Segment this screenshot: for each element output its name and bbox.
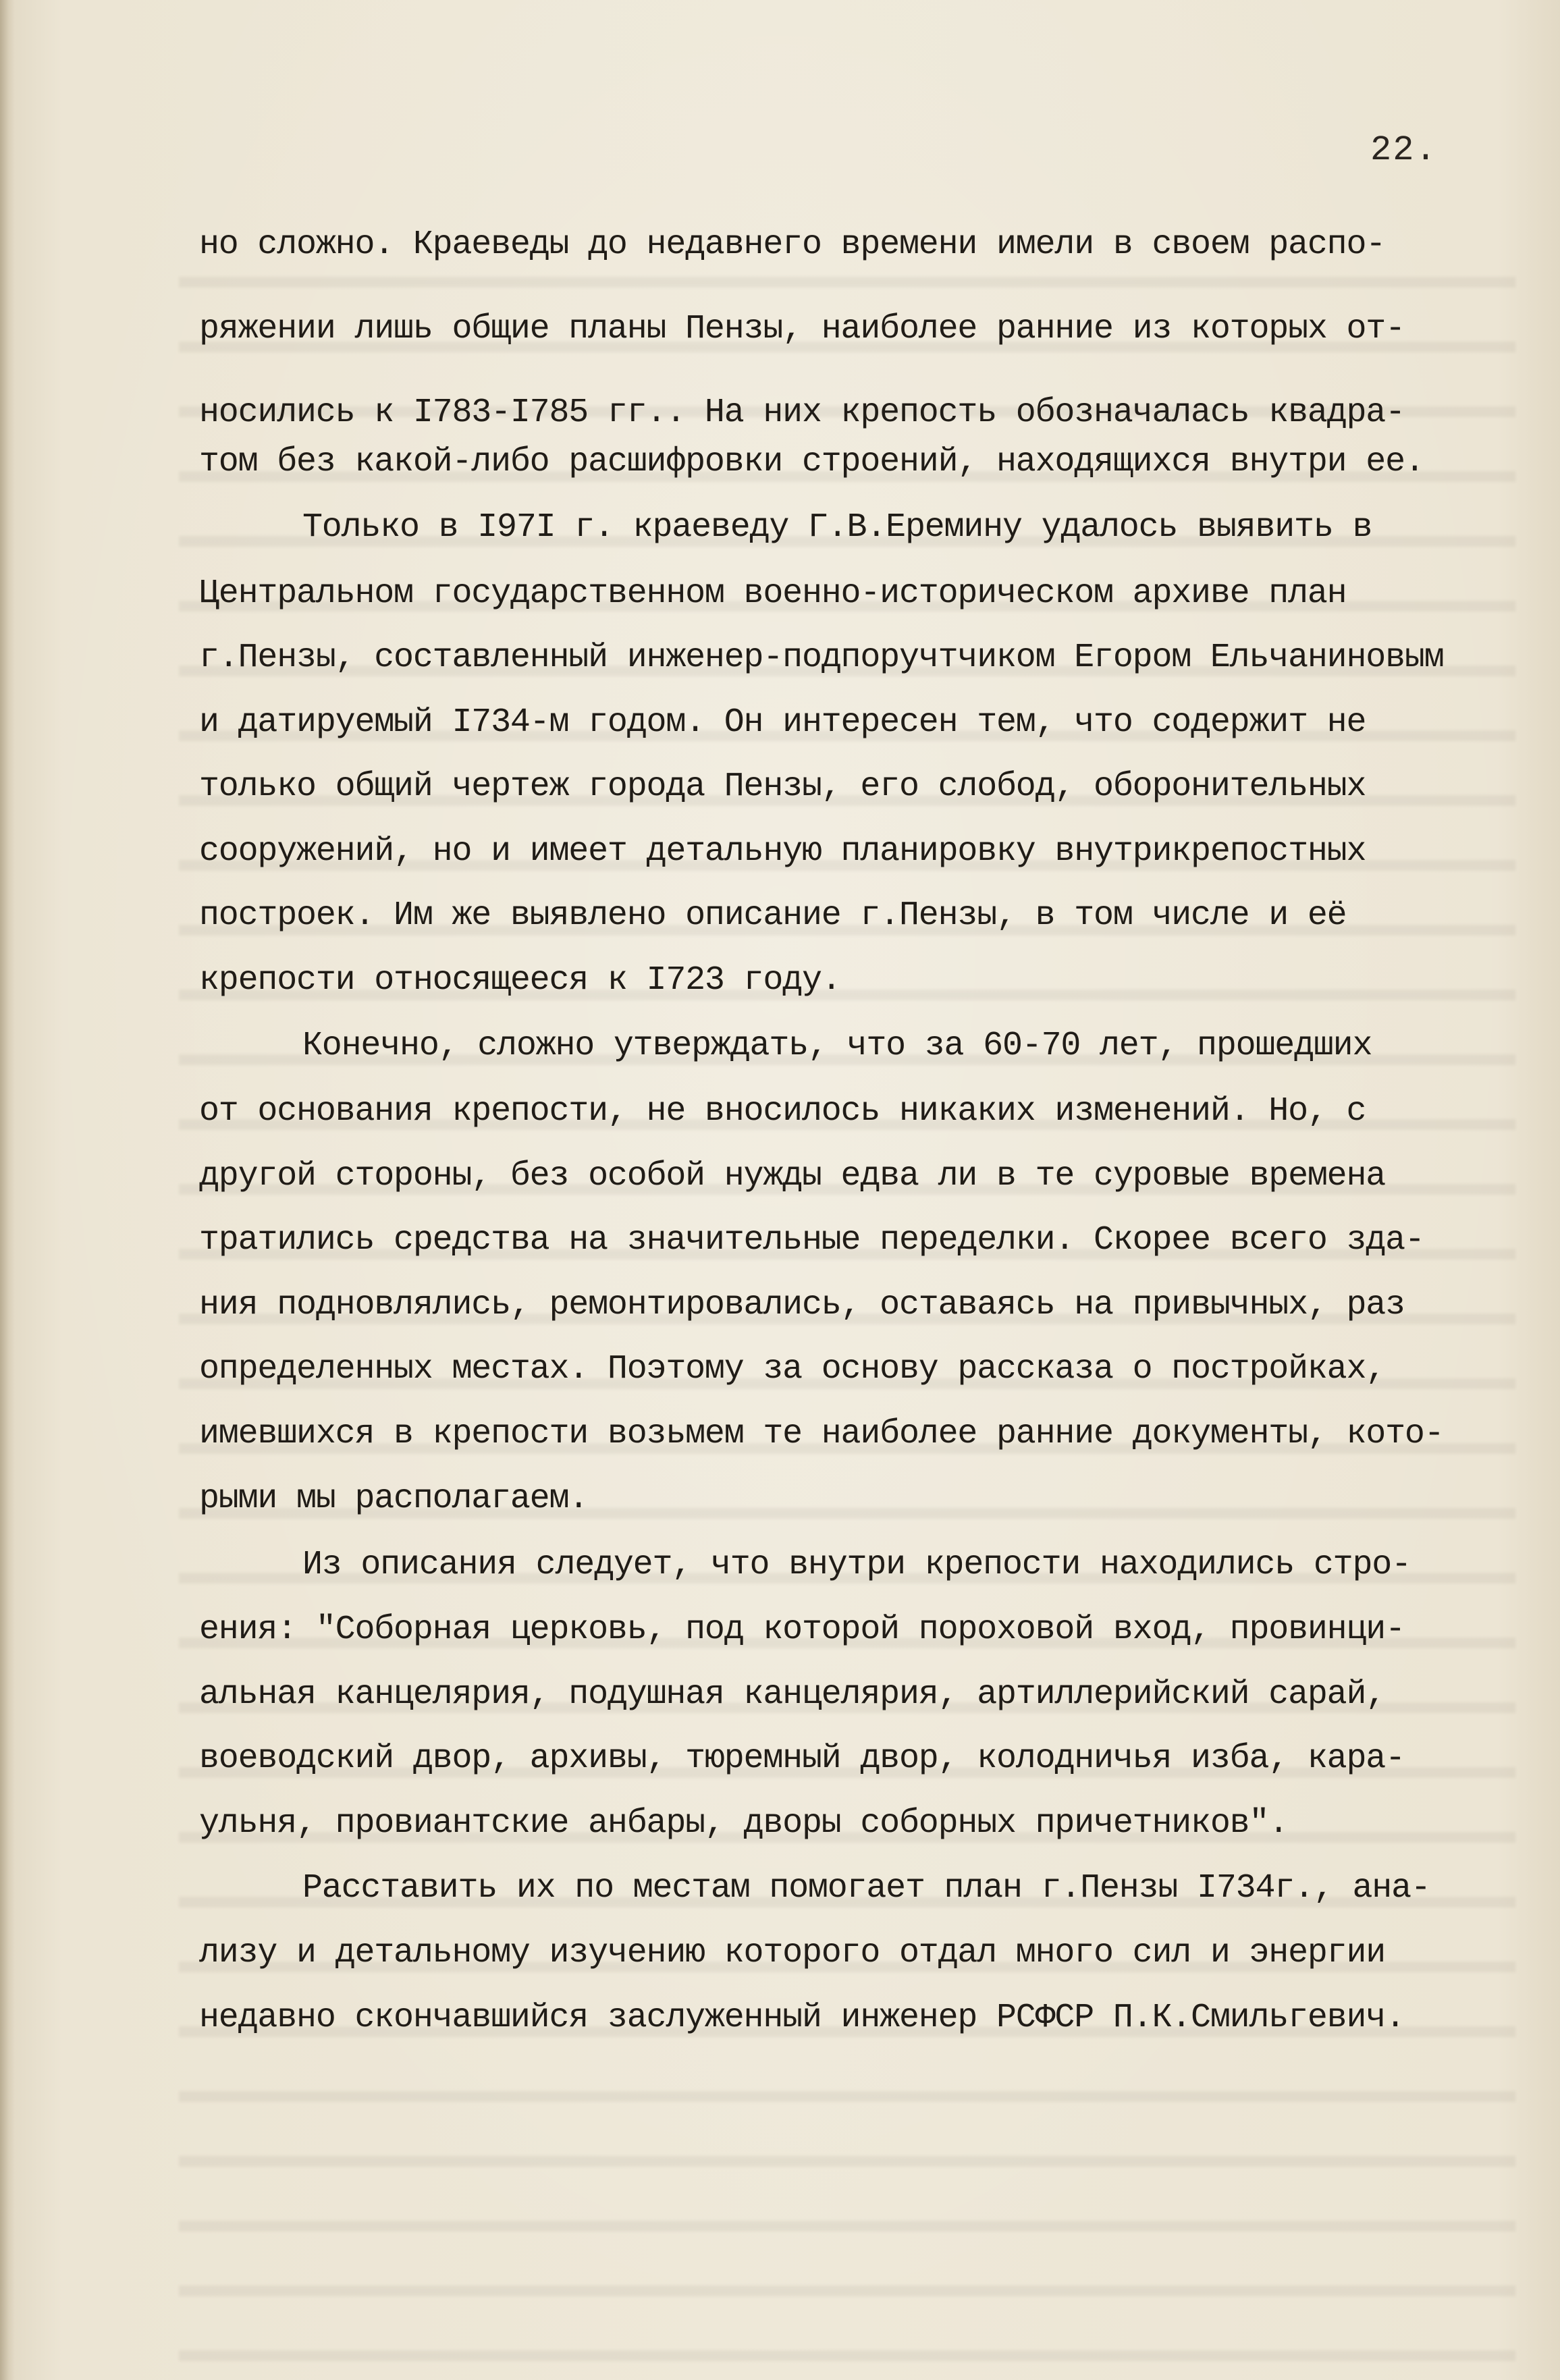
text-line: только общий чертеж города Пензы, его слобод, оборонительных: [199, 767, 1366, 806]
text-line: определенных местах. Поэтому за основу рассказа о постройках,: [199, 1350, 1386, 1388]
page-number: 22.: [1370, 130, 1438, 170]
text-line: альная канцелярия, подушная канцелярия, артиллерийский сарай,: [199, 1675, 1386, 1714]
text-line: Из описания следует, что внутри крепости находились стро-: [302, 1546, 1411, 1584]
text-line: Расставить их по местам помогает план г.Пензы I734г., ана-: [302, 1869, 1430, 1908]
text-line: другой стороны, без особой нужды едва ли в те суровые времена: [199, 1157, 1386, 1195]
text-line: лизу и детальному изучению которого отдал много сил и энергии: [199, 1934, 1386, 1972]
text-line: ния подновлялись, ремонтировались, оставаясь на привычных, раз: [199, 1286, 1405, 1324]
text-line: и датируемый I734-м годом. Он интересен тем, что содержит не: [199, 703, 1366, 742]
text-line: ения: "Соборная церковь, под которой пороховой вход, провинци-: [199, 1611, 1405, 1649]
page-binding-edge: [0, 0, 15, 2380]
text-line: Конечно, сложно утверждать, что за 60-70 лет, прошедших: [302, 1027, 1372, 1065]
text-line: недавно скончавшийся заслуженный инженер РСФСР П.К.Смильгевич.: [199, 1999, 1405, 2037]
text-line: том без какой-либо расшифровки строений, находящихся внутри ее.: [199, 443, 1424, 481]
text-line: от основания крепости, не вносилось никаких изменений. Но, с: [199, 1092, 1366, 1131]
text-line: воеводский двор, архивы, тюремный двор, колодничья изба, кара-: [199, 1739, 1405, 1778]
text-line: сооружений, но и имеет детальную планировку внутрикрепостных: [199, 832, 1366, 871]
text-line: Только в I97I г. краеведу Г.В.Еремину удалось выявить в: [302, 508, 1372, 547]
text-line: Центральном государственном военно-историческом архиве план: [199, 574, 1347, 613]
text-line: ряжении лишь общие планы Пензы, наиболее ранние из которых от-: [199, 310, 1405, 348]
text-line: ульня, провиантские анбары, дворы соборных причетников".: [199, 1804, 1289, 1843]
text-line: тратились средства на значительные переделки. Скорее всего зда-: [199, 1221, 1424, 1260]
text-line: имевшихся в крепости возьмем те наиболее ранние документы, кото-: [199, 1415, 1444, 1453]
text-line: рыми мы располагаем.: [199, 1480, 589, 1518]
text-line: носились к I783-I785 гг.. На них крепость обозначалась квадра-: [199, 394, 1405, 432]
text-line: но сложно. Краеведы до недавнего времени имели в своем распо-: [199, 225, 1386, 264]
text-line: г.Пензы, составленный инженер-подпоручтчиком Егором Ельчаниновым: [199, 639, 1444, 677]
text-line: построек. Им же выявлено описание г.Пензы, в том числе и её: [199, 896, 1347, 935]
text-line: крепости относящееся к I723 году.: [199, 961, 841, 1000]
